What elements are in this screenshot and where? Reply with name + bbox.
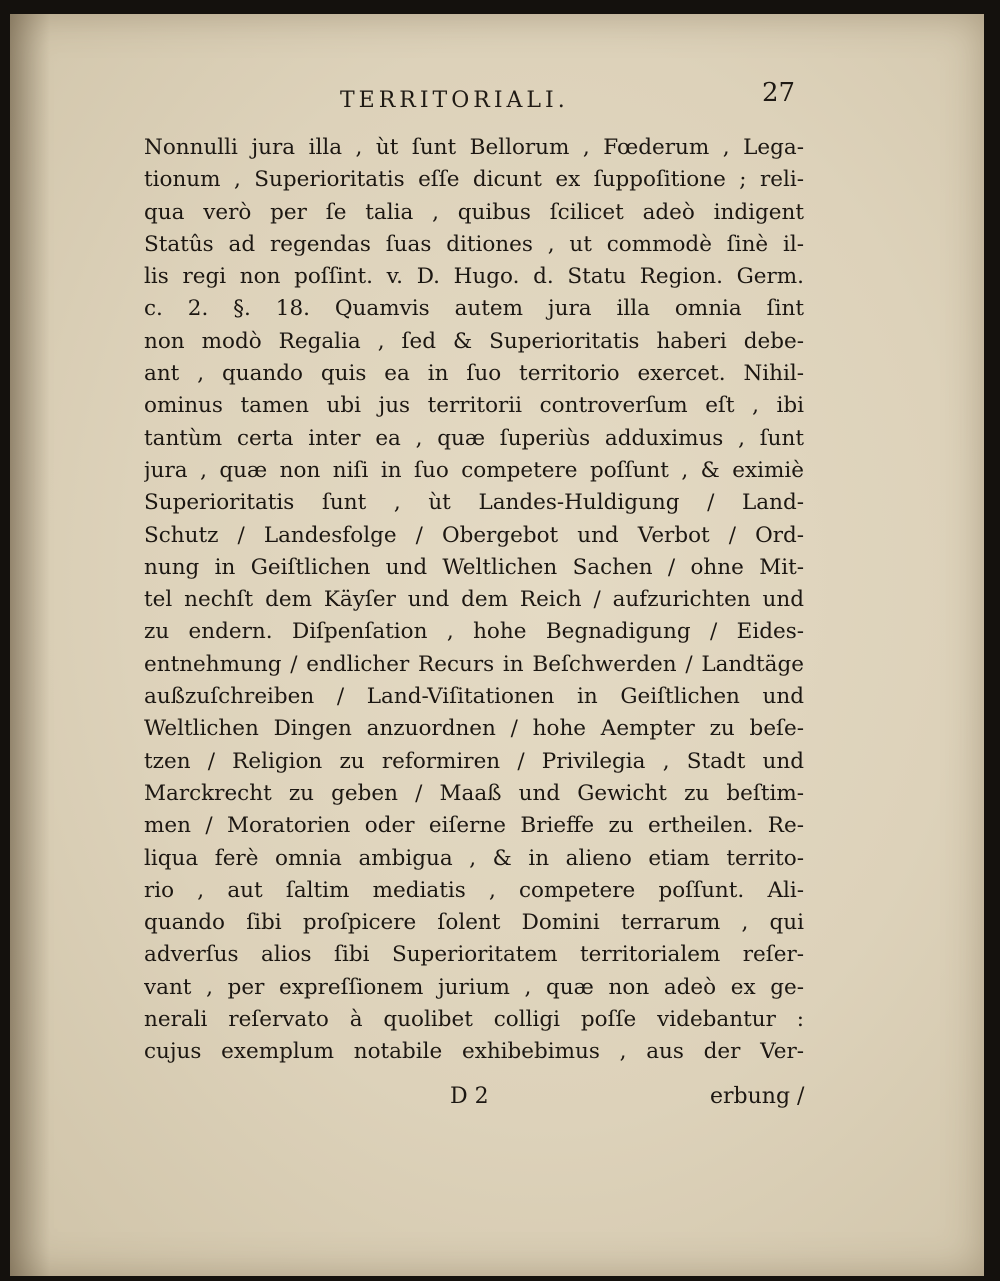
text-line: rio , aut ſaltim mediatis , competere poſſunt. Ali- [144,877,804,903]
text-line: non modò Regalia , ſed & Superioritatis haberi debe- [144,328,804,354]
body-text [144,132,804,1069]
text-line: Weltlichen Dingen anzuordnen / hohe Aempter zu beſe- [144,716,804,742]
text-line: jura , quæ non niſi in ſuo competere poſſunt , & eximiè [144,457,804,483]
signature-mark: D 2 [450,1084,489,1109]
text-line: Schutz / Landesfolge / Obergebot und Verbot / Ord- [144,522,804,548]
book-page [10,14,984,1276]
page-footer [10,1080,984,1120]
text-line: adverſus alios ſibi Superioritatem territorialem reſer- [144,942,804,968]
text-line: Superioritatis ſunt , ùt Landes-Huldigung / Land- [144,490,804,516]
text-line: tantùm certa inter ea , quæ ſuperiùs adduximus , ſunt [144,425,804,451]
text-line: nung in Geiſtlichen und Weltlichen Sachen / ohne Mit- [144,554,804,580]
page-header [10,74,984,114]
text-line: Marckrecht zu geben / Maaß und Gewicht zu beſtim- [144,780,804,806]
text-line: tel nechſt dem Käyſer und dem Reich / aufzurichten und [144,587,804,613]
text-line: cujus exemplum notabile exhibebimus , aus der Ver- [144,1039,804,1065]
text-line: qua verò per ſe talia , quibus ſcilicet adeò indigent [144,199,804,225]
text-line: vant , per expreſſionem jurium , quæ non adeò ex ge- [144,974,804,1000]
text-line: Statûs ad regendas ſuas ditiones , ut commodè ſinè il- [144,231,804,257]
text-line: Nonnulli jura illa , ùt ſunt Bellorum , Fœderum , Lega- [144,135,804,160]
text-line: zu endern. Diſpenſation , hohe Begnadigung / Eides- [144,619,804,645]
text-line: men / Moratorien oder eiſerne Brieffe zu ertheilen. Re- [144,813,804,839]
text-line: c. 2. §. 18. Quamvis autem jura illa omnia ſint [144,296,804,322]
text-line: quando ſibi proſpicere ſolent Domini terrarum , qui [144,910,804,936]
text-line: tionum , Superioritatis eſſe dicunt ex ſuppoſitione ; reli- [144,167,804,193]
text-line: entnehmung / endlicher Recurs in Beſchwerden / Landtäge [144,651,804,677]
text-line: tzen / Religion zu reformiren / Privilegia , Stadt und [144,748,804,774]
text-line: ominus tamen ubi jus territorii controverſum eſt , ibi [144,393,804,419]
catchword: erbung / [710,1084,805,1109]
text-line: nerali reſervato à quolibet colligi poſſe videbantur : [144,1007,804,1033]
text-line: liqua ferè omnia ambigua , & in alieno etiam territo- [144,845,804,871]
page-number: 27 [762,78,796,108]
text-line: lis regi non poſſint. v. D. Hugo. d. Statu Region. Germ. [144,264,804,290]
text-line: ant , quando quis ea in ſuo territorio exercet. Nihil- [144,361,804,387]
running-head: TERRITORIALI. [340,88,569,113]
text-line: außzuſchreiben / Land-Viſitationen in Geiſtlichen und [144,684,804,710]
